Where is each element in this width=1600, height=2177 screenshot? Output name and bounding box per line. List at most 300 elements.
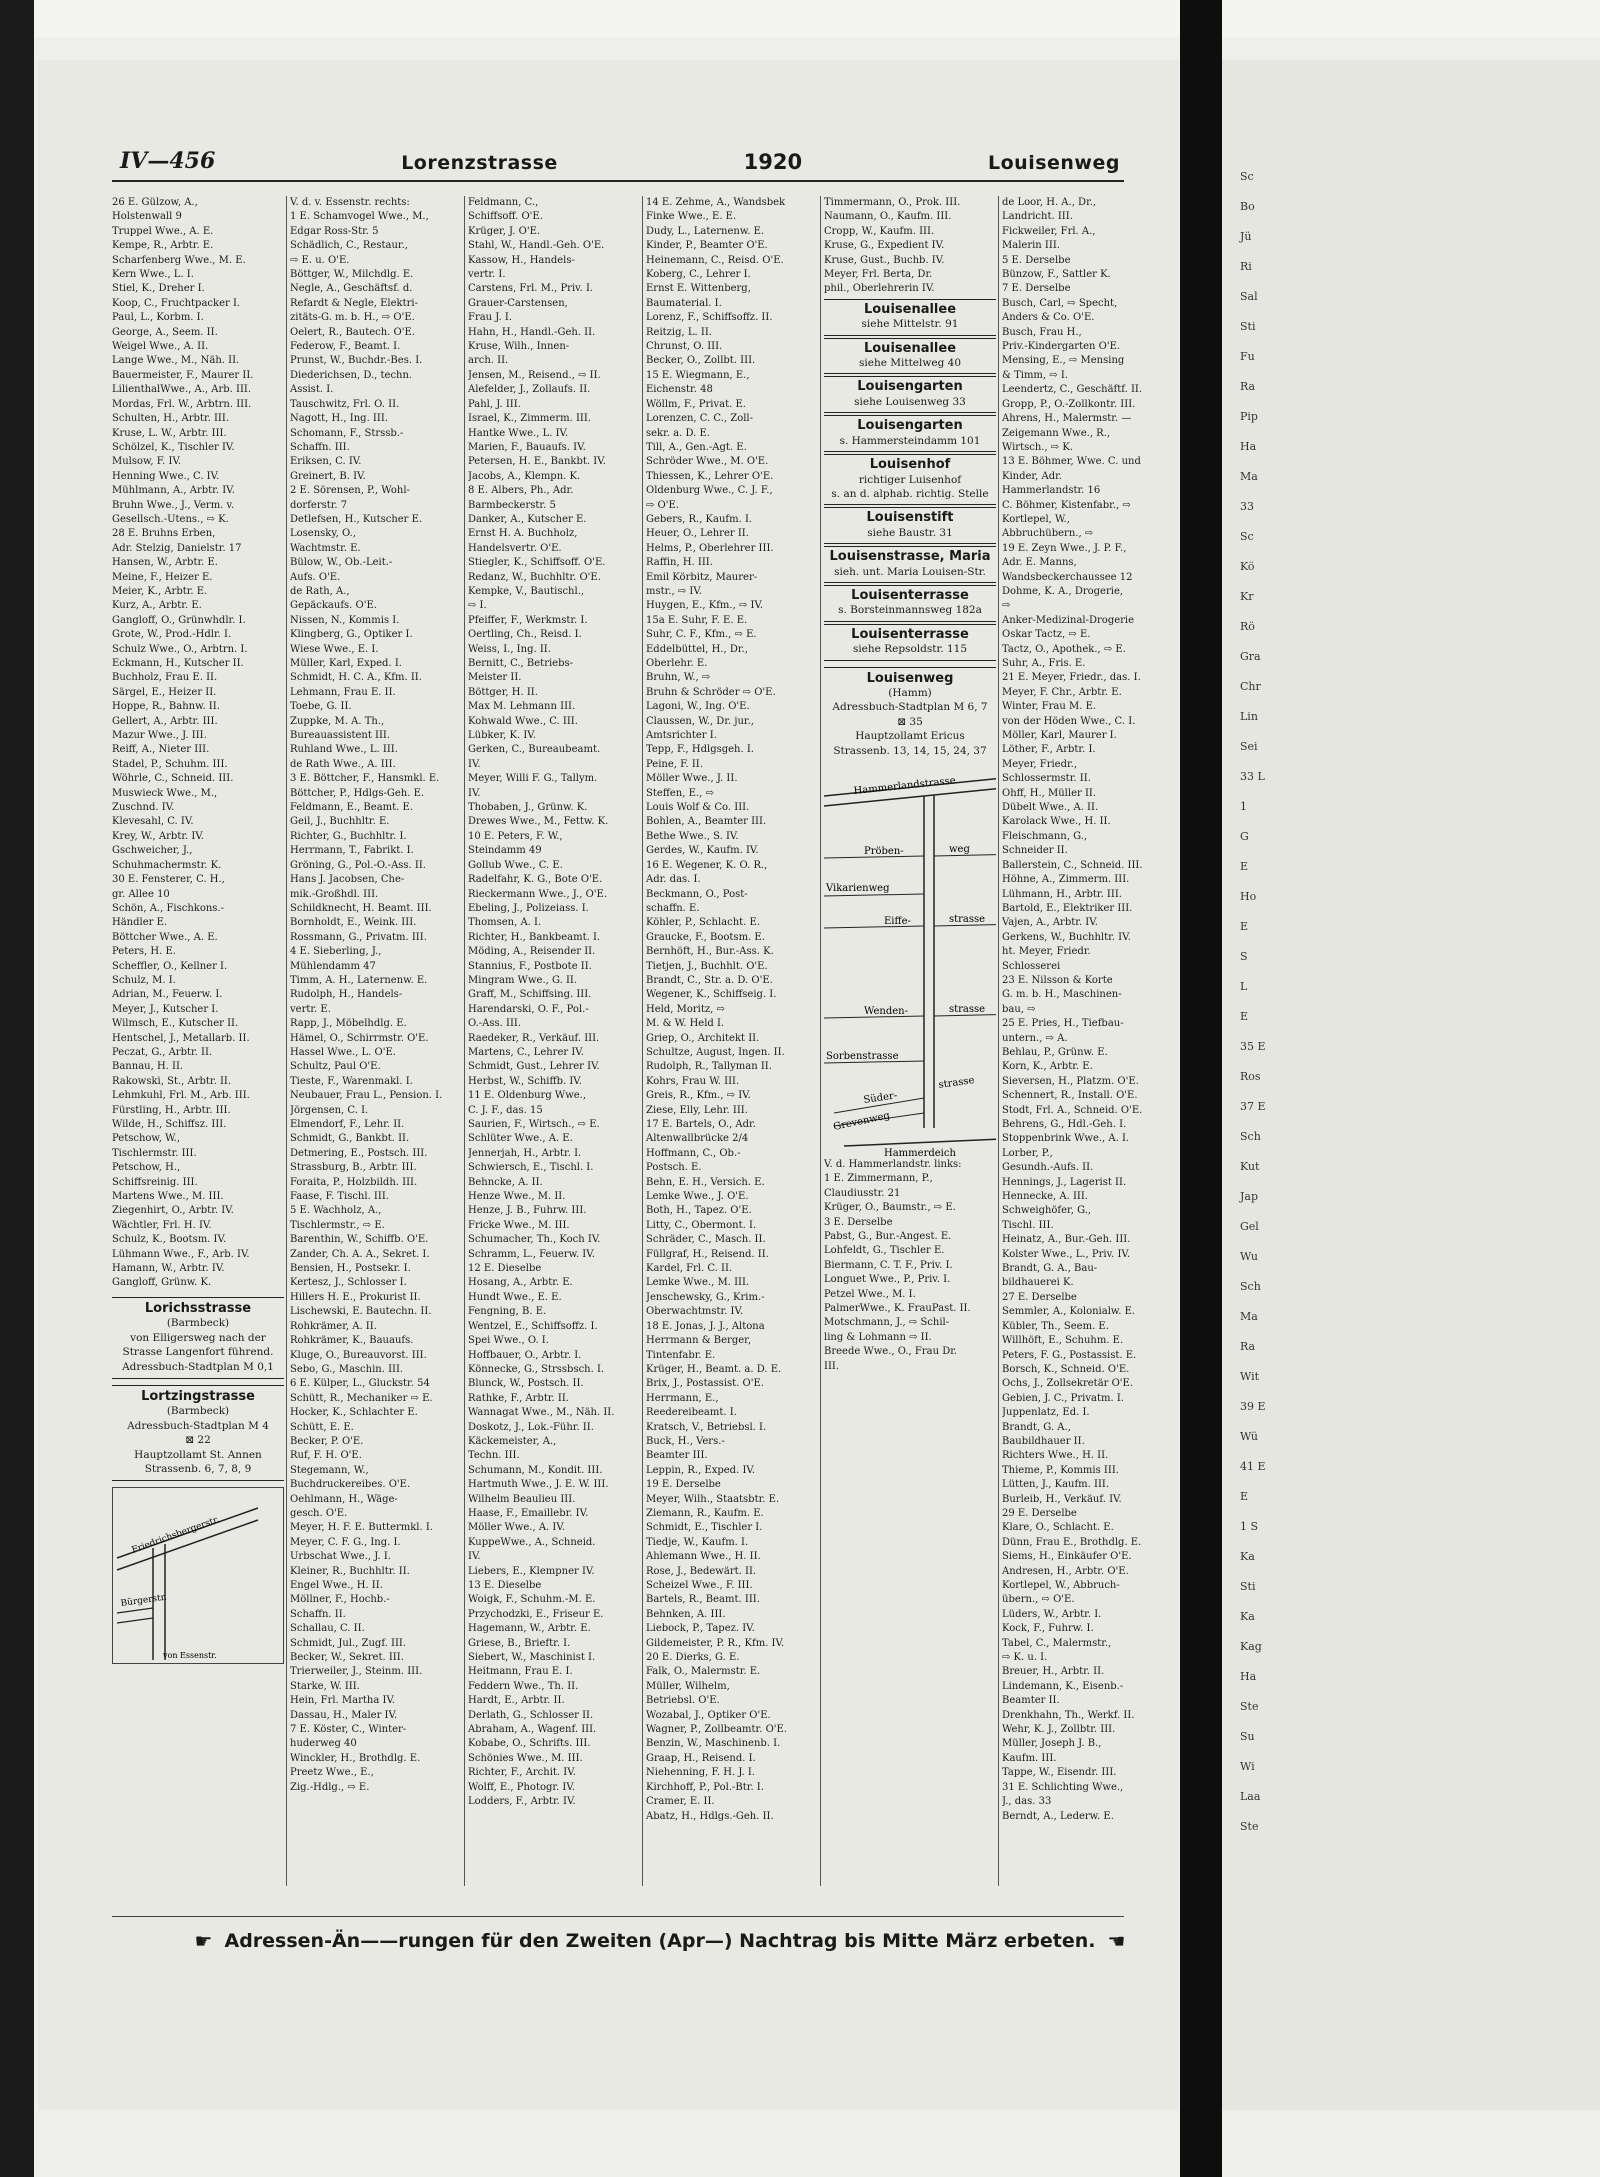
directory-entry: Buck, H., Vers.-: [646, 1435, 725, 1447]
directory-entry: Schneider II.: [1002, 845, 1068, 857]
facing-page-fragment: Kut: [1240, 1160, 1260, 1173]
directory-entry: 20 E. Dierks, G. E.: [646, 1652, 740, 1664]
directory-entry: Oberlehr. E.: [646, 658, 708, 669]
directory-entry: Hoffbauer, O., Arbtr. I.: [468, 1349, 582, 1361]
directory-entry: Derlath, G., Schlosser II.: [468, 1709, 594, 1721]
facing-page-fragment: Sch: [1240, 1130, 1261, 1143]
directory-entry: Prunst, W., Buchdr.-Bes. I.: [290, 355, 423, 367]
directory-entry: Leendertz, C., Geschäftf. II.: [1002, 384, 1143, 396]
directory-entry: 1 E. Schamvogel Wwe., M.,: [290, 211, 429, 223]
facing-page-fragment: 33 L: [1240, 770, 1265, 783]
directory-entry: Gebers, R., Kaufm. I.: [646, 513, 753, 525]
directory-entry: Liebers, E., Klempner IV.: [468, 1565, 595, 1577]
directory-entry: Hans J. Jacobsen, Che-: [290, 874, 405, 886]
directory-entry: Eichenstr. 48: [646, 384, 713, 396]
facing-page-fragment: Ra: [1240, 380, 1256, 393]
directory-entry: Meier, K., Arbtr. E.: [112, 585, 208, 597]
directory-entry: 15 E. Wiegmann, E.,: [646, 369, 750, 381]
directory-entry: Beamter III.: [646, 1450, 708, 1462]
directory-entry: ⇨ I.: [468, 600, 487, 612]
directory-entry: Steindamm 49: [468, 845, 542, 857]
directory-entry: Berndt, A., Lederw. E.: [1002, 1810, 1114, 1822]
directory-entry: Petzel Wwe., M. I.: [824, 1288, 916, 1300]
directory-entry: Gebien, J. C., Privatm. I.: [1002, 1392, 1124, 1404]
facing-page-fragment: Ros: [1240, 1070, 1261, 1083]
directory-entry: Altenwallbrücke 2/4: [646, 1133, 749, 1145]
directory-entry: Scheizel Wwe., F. III.: [646, 1580, 753, 1591]
directory-entry: Jörgensen, C. I.: [290, 1104, 369, 1116]
map-label: Hammerlandstrasse: [853, 775, 957, 797]
directory-entry: Schennert, R., Install. O'E.: [1002, 1090, 1138, 1102]
directory-entry: Eddelbüttel, H., Dr.,: [646, 643, 748, 655]
directory-entry: 29 E. Derselbe: [1002, 1507, 1077, 1519]
directory-entry: Ochs, J., Zollsekretär O'E.: [1002, 1378, 1134, 1390]
pointing-hand-icon: ☚: [1107, 1929, 1126, 1953]
directory-entry: Cropp, W., Kaufm. III.: [824, 225, 935, 237]
directory-entry: Holstenwall 9: [112, 211, 182, 223]
directory-entry: Bohlen, A., Beamter III.: [646, 816, 767, 828]
directory-entry: Oldenburg Wwe., C. J. F.,: [646, 485, 773, 497]
directory-entry: 3 E. Böttcher, F., Hansmkl. E.: [290, 773, 440, 785]
facing-page-fragment: Ho: [1240, 890, 1257, 903]
directory-entry: Grauer-Carstensen,: [468, 297, 568, 309]
directory-entry: Beamter II.: [1002, 1695, 1060, 1707]
directory-entry: Preetz Wwe., E.,: [290, 1767, 374, 1779]
directory-entry: Schweighöfer, G.,: [1002, 1205, 1092, 1217]
directory-entry: Barmbeckerstr. 5: [468, 499, 556, 511]
directory-entry: zitäts-G. m. b. H., ⇨ O'E.: [290, 312, 415, 324]
facing-page-fragment: E: [1240, 1490, 1249, 1503]
directory-entry: Bensien, H., Postsekr. I.: [290, 1263, 411, 1275]
directory-entry: J., das. 33: [1002, 1796, 1052, 1808]
directory-entry: Richters Wwe., H. II.: [1002, 1450, 1109, 1462]
directory-entry: Alefelder, J., Zollaufs. II.: [468, 384, 591, 396]
map-label: Grevenweg: [832, 1110, 891, 1133]
directory-entry: Mazur Wwe., J. III.: [112, 730, 207, 742]
directory-entry: O.-Ass. III.: [468, 1018, 522, 1030]
directory-entry: Fengning, B. E.: [468, 1306, 547, 1318]
directory-entry: Fürstling, H., Arbtr. III.: [112, 1104, 231, 1116]
directory-entry: Köhler, P., Schlacht. E.: [646, 917, 761, 929]
directory-entry: Borsch, K., Schneid. O'E.: [1002, 1363, 1130, 1375]
column-divider: [286, 196, 287, 1886]
facing-page-fragment: Sc: [1240, 530, 1254, 543]
directory-entry: Karolack Wwe., H. II.: [1002, 816, 1111, 828]
directory-entry: untern., ⇨ A.: [1002, 1032, 1068, 1044]
directory-entry: Brix, J., Postassist. O'E.: [646, 1378, 764, 1390]
directory-entry: Siems, H., Einkäufer O'E.: [1002, 1551, 1132, 1563]
directory-entry: Lütten, J., Kaufm. III.: [1002, 1479, 1110, 1491]
street-info: Adressbuch-Stadtplan M 4: [127, 1419, 269, 1432]
street-info: Strassenb. 6, 7, 8, 9: [144, 1462, 252, 1475]
directory-entry: Max M. Lehmann III.: [468, 701, 576, 713]
map-label: Pröben-: [864, 846, 904, 857]
facing-page-fragment: Bo: [1240, 200, 1255, 213]
directory-entry: 30 E. Fensterer, C. H.,: [112, 874, 225, 886]
directory-entry: ⇨ K. u. I.: [1002, 1652, 1048, 1664]
directory-entry: Gepäckaufs. O'E.: [290, 600, 377, 612]
directory-entry: Gangloff, Grünw. K.: [112, 1277, 212, 1289]
directory-entry: Stiegler, K., Schiffsoff. O'E.: [468, 557, 606, 569]
directory-entry: Feldmann, C.,: [468, 197, 539, 208]
directory-entry: Hardt, E., Arbtr. II.: [468, 1695, 565, 1707]
facing-page-fragment: Wi: [1240, 1760, 1255, 1773]
directory-entry: Gangloff, O., Grünwhdlr. I.: [112, 614, 246, 626]
street-title: Louisengarten: [857, 379, 963, 395]
directory-entry: Malerin III.: [1002, 240, 1060, 252]
directory-entry: Refardt & Negle, Elektri-: [290, 297, 418, 309]
directory-entry: G. m. b. H., Maschinen-: [1002, 989, 1122, 1001]
directory-entry: & Timm, ⇨ I.: [1002, 369, 1068, 381]
directory-entry: Losensky, O.,: [290, 528, 356, 540]
directory-entry: Stoppenbrink Wwe., A. I.: [1002, 1133, 1130, 1145]
directory-entry: Schlosserei: [1002, 960, 1061, 972]
directory-entry: Martens, C., Lehrer IV.: [468, 1046, 584, 1058]
directory-entry: Stegemann, W.,: [290, 1464, 369, 1476]
directory-entry: Sieversen, H., Platzm. O'E.: [1002, 1075, 1139, 1087]
facing-page-fragment: Ma: [1240, 470, 1258, 483]
directory-entry: Kruse, G., Expedient IV.: [824, 240, 945, 252]
map-label: strasse: [937, 1075, 976, 1091]
directory-entry: Ziegenhirt, O., Arbtr. IV.: [112, 1205, 234, 1217]
directory-entry: LilienthalWwe., A., Arb. III.: [112, 384, 252, 396]
directory-entry: Abraham, A., Wagenf. III.: [468, 1724, 597, 1736]
directory-entry: Urbschat Wwe., J. I.: [290, 1551, 391, 1563]
directory-entry: Schulz, K., Bootsm. IV.: [112, 1234, 227, 1246]
directory-entry: Radelfahr, K. G., Bote O'E.: [468, 874, 603, 886]
directory-entry: Kortlepel, W., Abbruch-: [1002, 1580, 1120, 1591]
street-info: (Hamm): [888, 686, 932, 699]
directory-entry: Benzin, W., Maschinenb. I.: [646, 1738, 781, 1750]
directory-entry: Kirchhoff, P., Pol.-Btr. I.: [646, 1781, 764, 1793]
directory-entry: Tietjen, J., Buchhlt. O'E.: [646, 960, 768, 972]
directory-entry: 28 E. Bruhns Erben,: [112, 528, 216, 540]
directory-entry: Stiel, K., Dreher I.: [112, 283, 205, 295]
directory-entry: Steffen, E., ⇨: [646, 787, 714, 799]
directory-entry: Lagoni, W., Ing. O'E.: [646, 701, 750, 713]
directory-entry: Kaufm. III.: [1002, 1752, 1057, 1764]
directory-entry: Schönies Wwe., M. III.: [468, 1752, 583, 1764]
facing-page-fragment: 37 E: [1240, 1100, 1266, 1113]
directory-entry: Meyer, Wilh., Staatsbtr. E.: [646, 1493, 780, 1505]
directory-entry: Buchholz, Frau E. II.: [112, 672, 218, 684]
directory-entry: Thomsen, A. I.: [468, 917, 542, 929]
street-info: ⊠ 22: [185, 1434, 211, 1447]
street-title: Louisenterrasse: [851, 587, 969, 603]
directory-entry: Särgel, E., Heizer II.: [112, 686, 217, 698]
directory-entry: Wilde, H., Schiffsz. III.: [112, 1119, 227, 1130]
facing-page-fragment: Kr: [1240, 590, 1254, 603]
directory-entry: Jensen, M., Reisend., ⇨ II.: [468, 369, 601, 381]
directory-entry: Behlau, P., Grünw. E.: [1002, 1046, 1108, 1058]
map-label: strasse: [949, 914, 986, 925]
directory-entry: Leppin, R., Exped. IV.: [646, 1464, 756, 1476]
scan-border: [0, 0, 1600, 38]
directory-entry: Anders & Co. O'E.: [1002, 312, 1095, 324]
column-2: [290, 196, 462, 1876]
directory-entry: Winter, Frau M. E.: [1002, 701, 1097, 713]
directory-entry: 5 E. Wachholz, A.,: [290, 1205, 382, 1217]
directory-entry: Tintenfabr. E.: [646, 1349, 716, 1361]
cross-reference-box: [824, 507, 996, 544]
cross-reference-box: [824, 415, 996, 452]
directory-entry: Kortlepel, W.,: [1002, 513, 1070, 525]
directory-entry: Longuet Wwe., P., Priv. I.: [824, 1274, 951, 1286]
directory-entry: Schlossermstr. II.: [1002, 773, 1091, 785]
directory-entry: Gropp, P., O.-Zollkontr. III.: [1002, 398, 1136, 410]
street-info: Hauptzollamt Ericus: [855, 730, 965, 743]
directory-entry: Hansen, W., Arbtr. E.: [112, 557, 218, 569]
directory-entry: Saurien, F., Wirtsch., ⇨ E.: [468, 1119, 600, 1130]
map-label: strasse: [949, 1004, 986, 1015]
street-title: Louisenhof: [869, 457, 951, 473]
directory-entry: Juppenlatz, Ed. I.: [1002, 1407, 1090, 1419]
directory-entry: Griese, B., Brieftr. I.: [468, 1637, 571, 1649]
facing-page-fragment: Ra: [1240, 1340, 1256, 1353]
directory-entry: Ahlemann Wwe., H. II.: [646, 1551, 761, 1563]
directory-entry: 31 E. Schlichting Wwe.,: [1002, 1781, 1124, 1793]
directory-entry: Lodders, F., Arbtr. IV.: [468, 1796, 576, 1808]
directory-entry: 11 E. Oldenburg Wwe.,: [468, 1090, 587, 1102]
directory-entry: Lehmkuhl, Frl. M., Arb. III.: [112, 1090, 250, 1102]
directory-entry: Eckmann, H., Kutscher II.: [112, 658, 244, 669]
directory-entry: Böttcher Wwe., A. E.: [112, 931, 218, 943]
street-title: Lortzingstrasse: [141, 1388, 255, 1404]
directory-entry: Abatz, H., Hdlgs.-Geh. II.: [646, 1810, 774, 1822]
directory-entry: Wegener, K., Schiffseig. I.: [646, 989, 777, 1001]
directory-entry: Schulz Wwe., O., Arbtrn. I.: [112, 643, 248, 655]
directory-entry: Müller, Wilhelm,: [646, 1680, 730, 1692]
year-heading: 1920: [743, 150, 803, 174]
directory-entry: Schlüter Wwe., A. E.: [468, 1133, 573, 1145]
directory-entry: 27 E. Derselbe: [1002, 1291, 1077, 1303]
directory-entry: Aufs. O'E.: [290, 571, 341, 583]
cross-reference-box: [824, 546, 996, 583]
directory-entry: Lorber, P.,: [1002, 1147, 1053, 1159]
directory-entry: Abbruchübern., ⇨: [1002, 528, 1094, 540]
cross-reference-box: [824, 454, 996, 505]
directory-entry: Zuschnd. IV.: [112, 802, 175, 814]
directory-entry: Pfeiffer, F., Werkmstr. I.: [468, 614, 588, 626]
directory-entry: Könnecke, G., Strssbsch. I.: [468, 1363, 605, 1375]
directory-entry: Tauschwitz, Frl. O. II.: [290, 398, 400, 410]
directory-entry: Oehlmann, H., Wäge-: [290, 1493, 398, 1505]
directory-entry: Schön, A., Fischkons.-: [112, 902, 224, 914]
street-title: Louisenterrasse: [851, 626, 969, 642]
directory-entry: Kruse, Wilh., Innen-: [468, 341, 570, 353]
directory-entry: Gildemeister, P. R., Kfm. IV.: [646, 1637, 785, 1649]
directory-entry: Böttger, H. II.: [468, 686, 538, 698]
directory-entry: 26 E. Gülzow, A.,: [112, 197, 198, 208]
directory-entry: Becker, P. O'E.: [290, 1435, 364, 1447]
directory-entry: Strassburg, B., Arbtr. III.: [290, 1162, 417, 1174]
directory-entry: Koberg, C., Lehrer I.: [646, 269, 751, 281]
directory-entry: Bernhöft, H., Bur.-Ass. K.: [646, 946, 774, 958]
directory-entry: Dohme, K. A., Drogerie,: [1002, 585, 1124, 597]
directory-entry: Möding, A., Reisender II.: [468, 946, 596, 958]
directory-entry: Schildknecht, H. Beamt. III.: [290, 902, 432, 914]
directory-entry: Lühmann Wwe., F., Arb. IV.: [112, 1248, 250, 1260]
directory-entry: vertr. I.: [468, 269, 506, 281]
column-6: [1002, 196, 1172, 1876]
facing-page-fragment: Ma: [1240, 1310, 1258, 1323]
directory-entry: Schumann, M., Kondit. III.: [468, 1464, 603, 1476]
directory-entry: Lühmann, H., Arbtr. III.: [1002, 888, 1122, 900]
directory-entry: Kübler, Th., Seem. E.: [1002, 1320, 1109, 1332]
directory-entry: Busch, Frau H.,: [1002, 326, 1082, 338]
directory-entry: Schölzel, K., Tischler IV.: [112, 441, 235, 453]
directory-entry: Danker, A., Kutscher E.: [468, 513, 587, 525]
street-title: Louisenstift: [866, 510, 954, 526]
directory-entry: 2 E. Sörensen, P., Wohl-: [290, 485, 410, 497]
directory-entry: gr. Allee 10: [112, 888, 170, 900]
directory-entry: Hennings, J., Lagerist II.: [1002, 1176, 1127, 1188]
facing-page-fragment: Kö: [1240, 560, 1255, 573]
cross-reference-box: [824, 299, 996, 336]
directory-entry: Rapp, J., Möbelhdlg. E.: [290, 1018, 407, 1030]
directory-entry: Priv.-Kindergarten O'E.: [1002, 341, 1121, 353]
directory-entry: Kardel, Frl. C. II.: [646, 1263, 733, 1275]
directory-entry: Adrian, M., Feuerw. I.: [112, 989, 223, 1001]
directory-entry: Lange Wwe., M., Näh. II.: [112, 355, 240, 367]
directory-entry: Lehmann, Frau E. II.: [290, 686, 396, 698]
directory-entry: Vajen, A., Arbtr. IV.: [1002, 917, 1098, 929]
cross-reference: sieh. unt. Maria Louisen-Str.: [834, 565, 986, 578]
facing-page-fragment: Pip: [1240, 410, 1258, 423]
footer-text: Adressen-Än——rungen für den Zweiten (Apr—) Nachtrag bis Mitte März erbeten.: [224, 1930, 1096, 1952]
directory-entry: Lischewski, E. Bautechn. II.: [290, 1306, 432, 1318]
directory-entry: Meister II.: [468, 672, 522, 684]
directory-entry: Hahn, H., Handl.-Geh. II.: [468, 326, 596, 338]
directory-entry: Böttger, W., Milchdlg. E.: [290, 269, 414, 281]
directory-entry: Willhöft, E., Schuhm. E.: [1002, 1335, 1124, 1347]
cross-reference: siehe Mittelstr. 91: [861, 318, 959, 331]
directory-entry: Graff, M., Schiffsing. III.: [468, 989, 592, 1001]
directory-entry: Brandt, G. A.,: [1002, 1421, 1071, 1433]
directory-entry: Bruhn, W., ⇨: [646, 672, 711, 684]
directory-entry: Martens Wwe., M. III.: [112, 1191, 224, 1203]
directory-entry: Lorenz, F., Schiffsoffz. II.: [646, 312, 773, 324]
facing-page-fragment: Chr: [1240, 680, 1261, 693]
directory-entry: Pabst, G., Bur.-Angest. E.: [824, 1231, 952, 1243]
directory-entry: Oberwachtmstr. IV.: [646, 1306, 744, 1318]
facing-page-fragment: Sch: [1240, 1280, 1261, 1293]
directory-entry: Henze Wwe., M. II.: [468, 1191, 566, 1203]
cross-reference-box: [824, 338, 996, 375]
directory-entry: Baumaterial. I.: [646, 297, 722, 309]
directory-entry: Schütt, R., Mechaniker ⇨ E.: [290, 1392, 433, 1404]
directory-entry: IV.: [468, 758, 481, 770]
directory-entry: Ruhland Wwe., L. III.: [290, 744, 398, 756]
directory-entry: Foraita, P., Holzbildh. III.: [290, 1176, 418, 1188]
directory-entry: Adr. das. I.: [646, 874, 701, 886]
street-right-heading: Louisenweg: [988, 152, 1120, 174]
facing-page-fragment: 41 E: [1240, 1460, 1266, 1473]
directory-entry: Reitzig, L. II.: [646, 326, 712, 338]
directory-entry: Anker-Medizinal-Drogerie: [1002, 614, 1135, 626]
directory-entry: Greinert, B. IV.: [290, 470, 366, 482]
directory-entry: Wilhelm Beaulieu III.: [468, 1493, 576, 1505]
cross-reference-box: [824, 585, 996, 622]
directory-entry: Schramm, L., Feuerw. IV.: [468, 1248, 595, 1260]
directory-entry: Ruf, F. H. O'E.: [290, 1450, 362, 1462]
directory-entry: Kohrs, Frau W. III.: [646, 1075, 740, 1087]
directory-entry: Kern Wwe., L. I.: [112, 269, 194, 281]
facing-page-fragment: Laa: [1240, 1790, 1261, 1803]
directory-entry: Blunck, W., Postsch. II.: [468, 1378, 584, 1390]
directory-entry: Greis, R., Kfm., ⇨ IV.: [646, 1090, 751, 1102]
directory-entry: de Rath Wwe., A. III.: [290, 758, 396, 770]
street-left-heading: Lorenzstrasse: [401, 152, 558, 174]
directory-entry: Drenkhahn, Th., Werkf. II.: [1002, 1709, 1135, 1721]
directory-entry: Raffin, H. III.: [646, 557, 713, 569]
street-info: Hauptzollamt St. Annen: [134, 1448, 262, 1461]
directory-entry: Herrmann & Berger,: [646, 1335, 752, 1347]
directory-entry: III.: [824, 1360, 840, 1372]
directory-entry: Kobabe, O., Schrifts. III.: [468, 1738, 591, 1750]
directory-entry: Koop, C., Fruchtpacker I.: [112, 297, 241, 309]
directory-entry: Schultze, August, Ingen. II.: [646, 1046, 785, 1058]
directory-entry: Tischlermstr., ⇨ E.: [290, 1219, 385, 1231]
street-title: Louisenallee: [863, 301, 957, 317]
directory-entry: Fricke Wwe., M. III.: [468, 1219, 570, 1231]
directory-entry: Wächtler, Frl. H. IV.: [112, 1219, 212, 1231]
directory-entry: Schwiersch, E., Tischl. I.: [468, 1162, 594, 1174]
directory-entry: Henning Wwe., C. IV.: [112, 470, 220, 482]
directory-entry: Thieme, P., Kommis III.: [1002, 1464, 1119, 1476]
facing-page-fragment: Gra: [1240, 650, 1261, 663]
directory-entry: Carstens, Frl. M., Priv. I.: [468, 283, 594, 295]
directory-entry: Redanz, W., Buchhltr. O'E.: [468, 571, 601, 583]
directory-entry: 21 E. Meyer, Friedr., das. I.: [1002, 672, 1141, 684]
directory-entry: Peters, F. G., Postassist. E.: [1002, 1349, 1137, 1361]
directory-entry: Schräder, C., Masch. II.: [646, 1234, 766, 1246]
facing-page-fragment: Ste: [1240, 1820, 1259, 1833]
district: (Barmbeck): [166, 1405, 230, 1418]
directory-entry: Griep, O., Architekt II.: [646, 1032, 760, 1044]
facing-page-fragment: 33: [1240, 500, 1254, 513]
directory-entry: Buchdruckereibes. O'E.: [290, 1479, 411, 1491]
directory-entry: Federow, F., Beamt. I.: [290, 341, 401, 353]
directory-entry: 25 E. Pries, H., Tiefbau-: [1002, 1018, 1124, 1030]
directory-entry: Dübelt Wwe., A. II.: [1002, 802, 1099, 814]
directory-entry: Lüders, W., Arbtr. I.: [1002, 1608, 1102, 1620]
directory-entry: Kleiner, R., Buchhltr. II.: [290, 1565, 410, 1577]
directory-entry: Ernst E. Wittenberg,: [646, 283, 751, 295]
directory-entry: Bülow, W., Ob.-Leit.-: [290, 557, 393, 569]
directory-entry: Zuppke, M. A. Th.,: [290, 715, 385, 727]
directory-entry: Diederichsen, D., techn.: [290, 369, 413, 381]
header-rule: [112, 180, 1124, 182]
directory-entry: gesch. O'E.: [290, 1507, 348, 1519]
directory-entry: Rossmann, G., Privatm. III.: [290, 931, 427, 943]
directory-entry: Tieste, F., Warenmakl. I.: [290, 1075, 413, 1087]
directory-entry: Tactz, O., Apothek., ⇨ E.: [1002, 643, 1126, 655]
directory-entry: C. Böhmer, Kistenfabr., ⇨: [1002, 499, 1131, 511]
street-info: ⊠ 35: [897, 715, 923, 728]
facing-page-fragment: S: [1240, 950, 1248, 963]
directory-entry: Wozabal, J., Optiker O'E.: [646, 1709, 771, 1721]
directory-entry: Weigel Wwe., A. II.: [112, 341, 209, 353]
facing-page-fragment: Jap: [1240, 1190, 1259, 1203]
directory-entry: Feddern Wwe., Th. II.: [468, 1680, 579, 1692]
directory-entry: Brandt, C., Str. a. D. O'E.: [646, 974, 773, 986]
directory-entry: sekr. a. D. E.: [646, 427, 710, 439]
map-label: weg: [949, 844, 970, 855]
directory-entry: Hassel Wwe., L. O'E.: [290, 1046, 396, 1058]
directory-entry: Kohwald Wwe., C. III.: [468, 715, 578, 727]
directory-entry: dorferstr. 7: [290, 499, 348, 511]
